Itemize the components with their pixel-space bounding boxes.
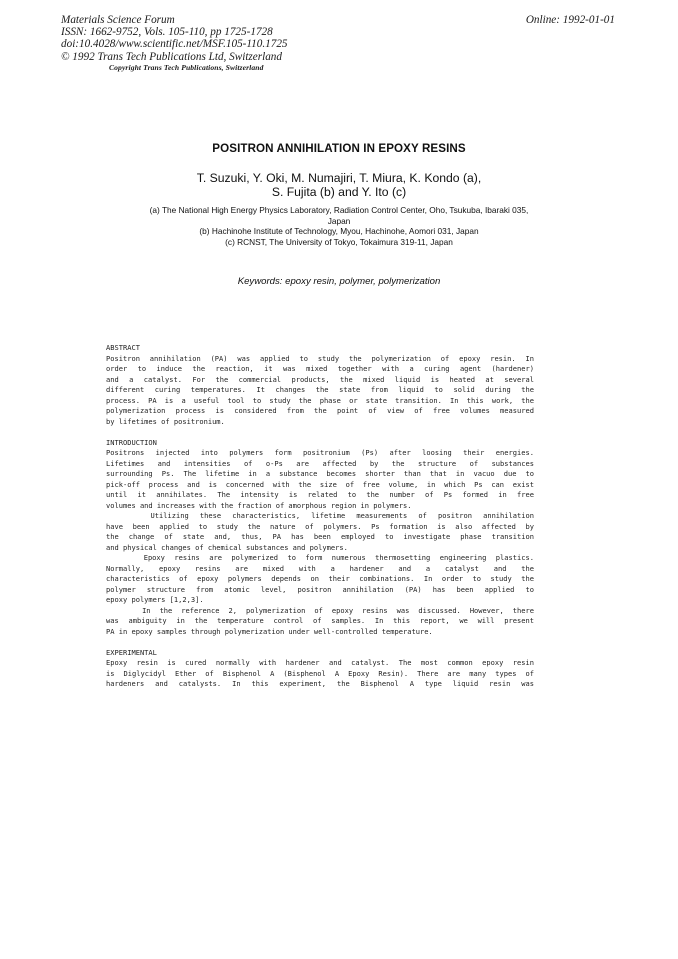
paper-title: POSITRON ANNIHILATION IN EPOXY RESINS	[212, 142, 466, 155]
abstract-section	[106, 343, 534, 427]
online-date: Online: 1992-01-01	[525, 14, 615, 26]
affiliation-line: (a) The National High Energy Physics Laboratory, Radiation Control Center, Oho, Tsukuba, Ibaraki 035,	[149, 205, 529, 215]
text-line: order to induce the reaction, it was mixed together with a curing agent (hardener)	[106, 364, 534, 373]
doi-line[interactable]: doi:10.4028/www.scientific.net/MSF.105-110.1725	[61, 38, 288, 51]
text-line: Utilizing these characteristics, lifetime measurements of positron annihilation	[106, 511, 534, 520]
author-line: T. Suzuki, Y. Oki, M. Numajiri, T. Miura, K. Kondo (a),	[196, 171, 482, 185]
text-line: Epoxy resins are polymerized to form numerous thermosetting engineering plastics.	[106, 553, 534, 562]
text-line: surrounding Ps. The lifetime in a substance becomes shorter than that in vacuo due to	[106, 469, 534, 478]
text-line: characteristics of epoxy polymers depends on their combinations. In order to study the	[106, 574, 534, 583]
journal-name: Materials Science Forum	[61, 14, 175, 26]
text-line: and a catalyst. For the commercial products, the mixed liquid is heated at several	[106, 374, 534, 384]
text-line: until it annihilates. The intensity is related to the number of Ps formed in free	[106, 490, 534, 499]
text-line: Epoxy resin is cured normally with hardener and catalyst. The most common epoxy resin	[106, 658, 534, 667]
text-line: polymer structure from atomic level, positron annihilation (PA) has been applied to	[106, 584, 534, 594]
text-line: Normally, epoxy resins are mixed with a hardener and a catalyst and the	[106, 563, 534, 573]
introduction-section	[106, 438, 534, 638]
section-heading: ABSTRACT	[106, 343, 140, 352]
text-line: was ambiguity in the temperature control of samples. In this report, we will present	[106, 616, 534, 625]
text-line: Positron annihilation (PA) was applied to study the polymerization of epoxy resin. In	[106, 353, 534, 363]
text-line: hardeners and catalysts. In this experiment, the Bisphenol A type liquid resin was	[106, 679, 534, 688]
text-line: PA in epoxy samples through polymerization under well-controlled temperature.	[106, 626, 433, 636]
section-heading: INTRODUCTION	[106, 437, 157, 447]
experimental-section	[106, 648, 534, 690]
text-line: Positrons injected into polymers form positronium (Ps) after loosing their energies.	[106, 448, 534, 457]
text-line: have been applied to study the nature of polymers. Ps formation is also affected by	[106, 521, 534, 531]
issn-line: ISSN: 1662-9752, Vols. 105-110, pp 1725-1728	[61, 26, 273, 39]
affiliation-list	[0, 205, 678, 247]
paper-body	[106, 343, 534, 700]
section-heading: EXPERIMENTAL	[106, 647, 157, 657]
text-line: pick-off process and is concerned with the size of free volume, in which Ps can exist	[106, 479, 534, 489]
copyright-notice: Copyright Trans Tech Publications, Switzerland	[109, 62, 264, 72]
affiliation-line: (c) RCNST, The University of Tokyo, Tokaimura 319-11, Japan	[225, 236, 453, 247]
text-line: polymerization process is considered from the point of view of free volumes measured	[106, 406, 534, 415]
author-line: S. Fujita (b) and Y. Ito (c)	[271, 184, 407, 199]
text-line: different curing temperatures. It changes the state from liquid to solid during the	[106, 385, 534, 394]
text-line: by lifetimes of positronium.	[106, 416, 225, 426]
copyright-line: © 1992 Trans Tech Publications Ltd, Switzerland	[61, 50, 282, 63]
text-line: epoxy polymers [1,2,3].	[106, 595, 204, 604]
text-line: volumes and increases with the fraction of amorphous region in polymers.	[106, 500, 412, 510]
affiliation-line: Japan	[327, 215, 351, 226]
text-line: is Diglycidyl Ether of Bisphenol A (Bisphenol A Epoxy Resin). There are many types of	[106, 668, 534, 678]
author-list	[0, 172, 678, 199]
text-line: and physical changes of chemical substances and polymers.	[106, 542, 348, 552]
text-line: Lifetimes and intensities of o-Ps are affected by the structure of substances	[106, 458, 534, 468]
text-line: the change of state and, thus, PA has been employed to investigate phase transition	[106, 532, 534, 541]
text-line: process. PA is a useful tool to study the phase or state transition. In this work, the	[106, 395, 534, 405]
text-line: In the reference 2, polymerization of epoxy resins was discussed. However, there	[106, 605, 534, 615]
affiliation-line: (b) Hachinohe Institute of Technology, Myou, Hachinohe, Aomori 031, Japan	[199, 226, 479, 237]
keywords: Keywords: epoxy resin, polymer, polymerization	[237, 276, 441, 287]
journal-header	[61, 14, 288, 73]
